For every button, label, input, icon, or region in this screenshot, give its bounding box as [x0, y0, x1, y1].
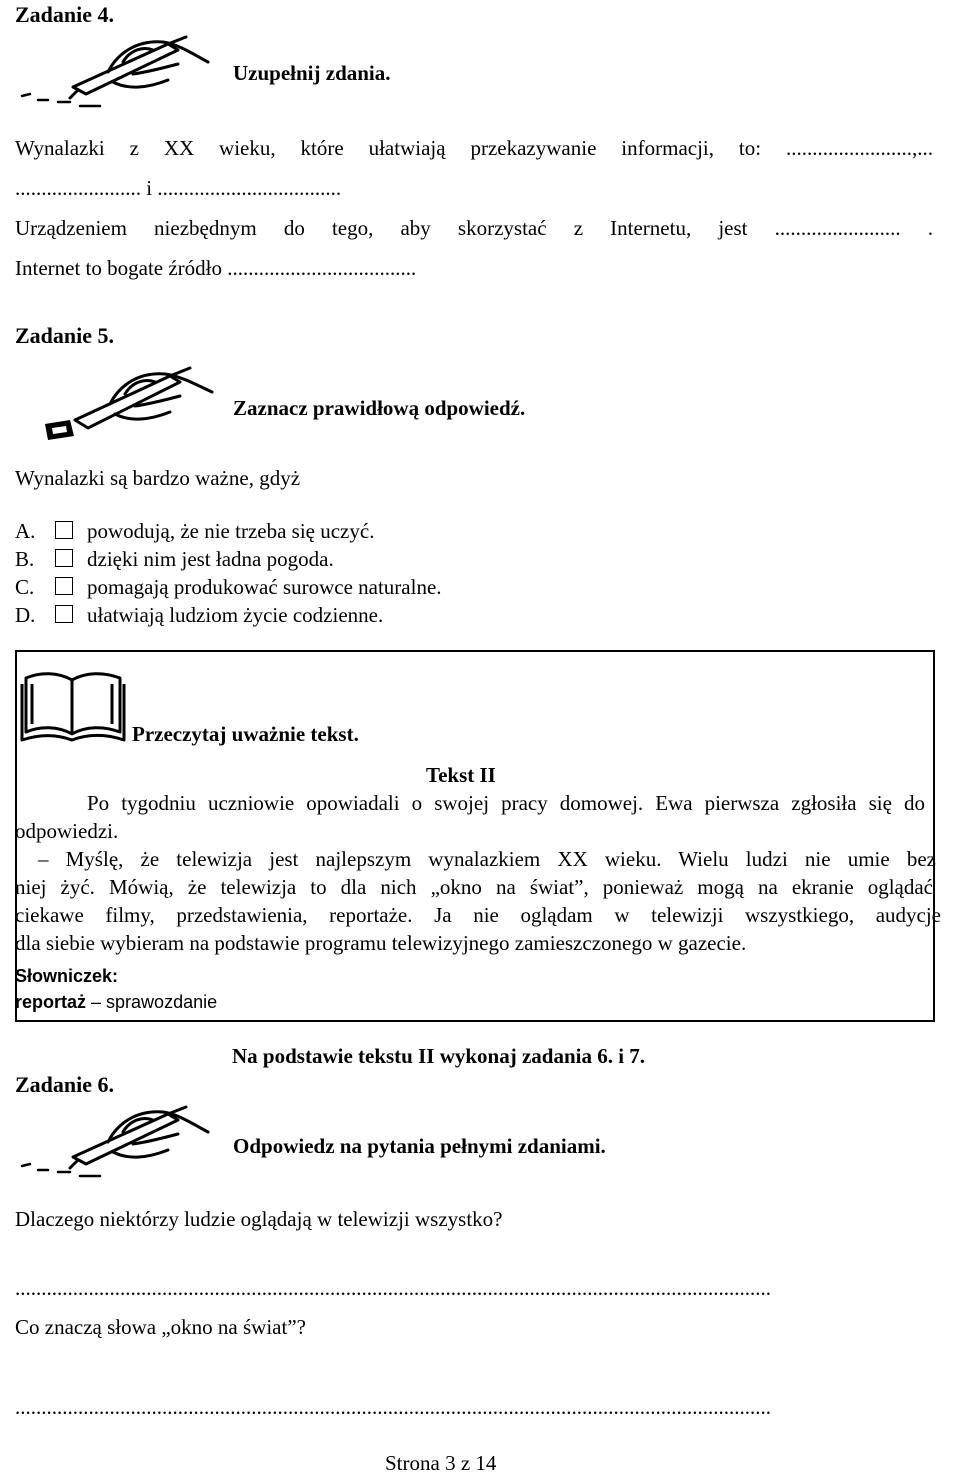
option-d-text: ułatwiają ludziom życie codzienne. [87, 603, 384, 627]
paragraph-1-line-2: odpowiedzi. [15, 819, 119, 843]
reading-text-box [15, 650, 935, 1022]
option-a-letter: A. [15, 519, 36, 543]
task4-title: Zadanie 4. [15, 2, 115, 27]
glossary-label: Słowniczek: [15, 966, 119, 986]
option-a-checkbox[interactable] [55, 521, 73, 539]
paragraph-1-line-1: Po tygodniu uczniowie opowiadali o swojej pracy domowej. Ewa pierwsza zgłosiła się do [87, 791, 925, 815]
answer-line-1[interactable]: ................................................................................................................................................ [15, 1276, 771, 1300]
task5-title: Zadanie 5. [15, 323, 115, 348]
task4-line1: Wynalazki z XX wieku, które ułatwiają przekazywanie informacji, to: ........................,... [15, 136, 933, 160]
writing-hand-icon [18, 32, 228, 112]
option-b-checkbox[interactable] [55, 549, 73, 567]
task6-header: Na podstawie tekstu II wykonaj zadania 6. i 7. [232, 1044, 646, 1068]
task5-question: Wynalazki są bardzo ważne, gdyż [15, 466, 301, 490]
task4-line4: Internet to bogate źródło .................................... [15, 256, 417, 280]
paragraph-2-line-4: dla siebie wybieram na podstawie programu telewizyjnego zamieszczonego w gazecie. [15, 931, 747, 955]
answer-line-2[interactable]: ................................................................................................................................................ [15, 1395, 771, 1419]
option-b-text: dzięki nim jest ładna pogoda. [87, 547, 334, 571]
open-book-icon [20, 664, 126, 744]
task4-line2: ........................ i ................................... [15, 176, 342, 200]
reading-instruction: Przeczytaj uważnie tekst. [132, 722, 359, 746]
option-c-letter: C. [15, 575, 35, 599]
option-d-letter: D. [15, 603, 36, 627]
task5-instruction: Zaznacz prawidłową odpowiedź. [233, 396, 526, 420]
task6-title: Zadanie 6. [15, 1072, 115, 1097]
glossary-term: reportaż [15, 992, 87, 1012]
text-title: Tekst II [426, 763, 496, 787]
task6-question-1: Dlaczego niektórzy ludzie oglądają w telewizji wszystko? [15, 1207, 503, 1231]
option-c-checkbox[interactable] [55, 577, 73, 595]
glossary-definition: – sprawozdanie [91, 992, 218, 1012]
option-a-text: powodują, że nie trzeba się uczyć. [87, 519, 375, 543]
paragraph-2-line-1: – Myślę, że telewizja jest najlepszym wynalazkiem XX wieku. Wielu ludzi nie umie bez [38, 847, 936, 871]
option-c-text: pomagają produkować surowce naturalne. [87, 575, 442, 599]
task6-instruction: Odpowiedz na pytania pełnymi zdaniami. [233, 1134, 606, 1158]
task4-line3: Urządzeniem niezbędnym do tego, aby skorzystać z Internetu, jest ........................ . [15, 216, 933, 240]
paragraph-2-line-3: ciekawe filmy, przedstawienia, reportaże. Ja nie oglądam w telewizji wszystkiego, audycje [15, 903, 941, 927]
option-b-letter: B. [15, 547, 35, 571]
task4-instruction: Uzupełnij zdania. [233, 61, 391, 85]
task6-question-2: Co znaczą słowa „okno na świat”? [15, 1315, 306, 1339]
writing-hand-icon [40, 362, 230, 444]
paragraph-2-line-2: niej żyć. Mówią, że telewizja to dla nich „okno na świat”, ponieważ mogą na ekranie oglądać [15, 875, 933, 899]
writing-hand-icon [18, 1102, 228, 1182]
option-d-checkbox[interactable] [55, 605, 73, 623]
glossary-entry [15, 992, 217, 1013]
page-number: Strona 3 z 14 [385, 1451, 497, 1475]
